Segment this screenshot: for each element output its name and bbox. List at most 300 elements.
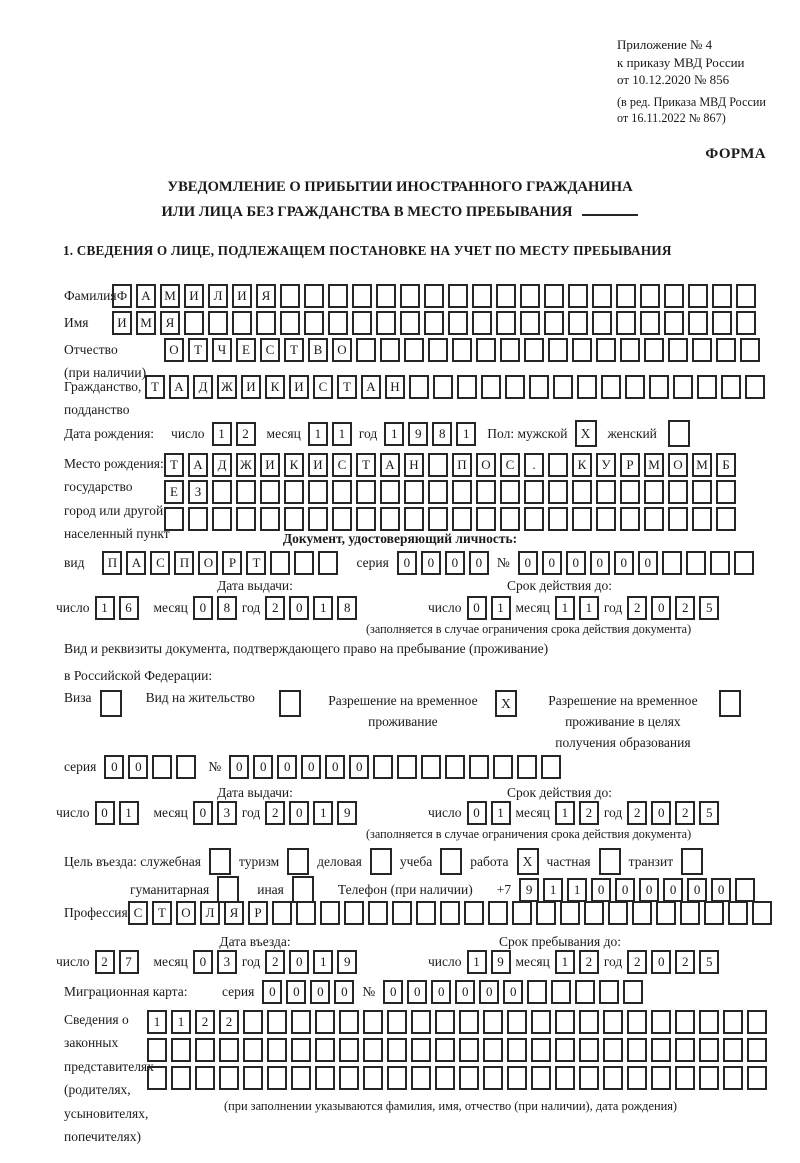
form-cell[interactable]: Т (337, 375, 357, 399)
form-cell[interactable]: С (313, 375, 333, 399)
form-cell[interactable] (553, 375, 573, 399)
form-cell[interactable]: Т (356, 453, 376, 477)
form-cell[interactable]: 1 (555, 801, 575, 825)
form-cell[interactable] (734, 551, 754, 575)
form-cell[interactable] (397, 755, 417, 779)
form-cell[interactable]: 0 (518, 551, 538, 575)
form-cell[interactable] (747, 1010, 767, 1034)
form-cell[interactable] (448, 311, 468, 335)
form-cell[interactable] (452, 507, 472, 531)
form-cell[interactable] (416, 901, 436, 925)
form-cell[interactable] (620, 507, 640, 531)
form-cell[interactable] (603, 1010, 623, 1034)
form-cell[interactable] (260, 480, 280, 504)
form-cell[interactable] (452, 338, 472, 362)
form-cell[interactable]: И (308, 453, 328, 477)
temp-residence-edu-checkbox[interactable] (719, 690, 741, 717)
form-cell[interactable] (304, 284, 324, 308)
form-cell[interactable] (308, 480, 328, 504)
form-cell[interactable] (664, 284, 684, 308)
form-cell[interactable] (675, 1038, 695, 1062)
form-cell[interactable] (712, 284, 732, 308)
work-checkbox[interactable]: X (517, 848, 539, 875)
form-cell[interactable] (380, 480, 400, 504)
form-cell[interactable] (232, 311, 252, 335)
form-cell[interactable] (373, 755, 393, 779)
form-cell[interactable] (668, 507, 688, 531)
form-cell[interactable]: 0 (614, 551, 634, 575)
form-cell[interactable] (536, 901, 556, 925)
form-cell[interactable]: 2 (579, 950, 599, 974)
form-cell[interactable]: 0 (301, 755, 321, 779)
form-cell[interactable]: 5 (699, 950, 719, 974)
form-cell[interactable]: 1 (308, 422, 328, 446)
form-cell[interactable]: 2 (675, 596, 695, 620)
form-cell[interactable]: И (289, 375, 309, 399)
form-cell[interactable] (651, 1066, 671, 1090)
form-cell[interactable] (409, 375, 429, 399)
form-cell[interactable]: О (198, 551, 218, 575)
form-cell[interactable] (736, 284, 756, 308)
form-cell[interactable]: 9 (337, 950, 357, 974)
form-cell[interactable] (267, 1066, 287, 1090)
transit-checkbox[interactable] (681, 848, 703, 875)
form-cell[interactable]: 0 (289, 950, 309, 974)
form-cell[interactable] (363, 1066, 383, 1090)
form-cell[interactable] (428, 480, 448, 504)
form-cell[interactable] (212, 480, 232, 504)
form-cell[interactable]: 0 (289, 596, 309, 620)
female-checkbox[interactable] (668, 420, 690, 447)
form-cell[interactable]: 0 (638, 551, 658, 575)
form-cell[interactable] (236, 480, 256, 504)
form-cell[interactable] (668, 338, 688, 362)
form-cell[interactable]: 0 (262, 980, 282, 1004)
form-cell[interactable]: 0 (104, 755, 124, 779)
form-cell[interactable]: 1 (555, 596, 575, 620)
form-cell[interactable]: 8 (432, 422, 452, 446)
form-cell[interactable]: 0 (407, 980, 427, 1004)
form-cell[interactable] (599, 980, 619, 1004)
form-cell[interactable]: О (332, 338, 352, 362)
form-cell[interactable] (524, 338, 544, 362)
form-cell[interactable]: 0 (566, 551, 586, 575)
form-cell[interactable] (483, 1038, 503, 1062)
form-cell[interactable] (464, 901, 484, 925)
form-cell[interactable] (267, 1010, 287, 1034)
form-cell[interactable]: 0 (95, 801, 115, 825)
form-cell[interactable] (541, 755, 561, 779)
form-cell[interactable] (603, 1066, 623, 1090)
form-cell[interactable]: 0 (397, 551, 417, 575)
form-cell[interactable] (692, 480, 712, 504)
form-cell[interactable] (603, 1038, 623, 1062)
form-cell[interactable] (435, 1010, 455, 1034)
form-cell[interactable] (699, 1038, 719, 1062)
form-cell[interactable] (568, 284, 588, 308)
form-cell[interactable] (308, 507, 328, 531)
form-cell[interactable] (632, 901, 652, 925)
form-cell[interactable] (699, 1066, 719, 1090)
form-cell[interactable] (376, 284, 396, 308)
form-cell[interactable]: А (126, 551, 146, 575)
form-cell[interactable]: Т (145, 375, 165, 399)
form-cell[interactable]: 2 (675, 950, 695, 974)
form-cell[interactable] (328, 311, 348, 335)
form-cell[interactable] (640, 311, 660, 335)
form-cell[interactable]: П (102, 551, 122, 575)
form-cell[interactable] (577, 375, 597, 399)
form-cell[interactable]: С (150, 551, 170, 575)
form-cell[interactable]: 0 (663, 878, 683, 902)
form-cell[interactable] (387, 1038, 407, 1062)
form-cell[interactable] (483, 1010, 503, 1034)
form-cell[interactable] (745, 375, 765, 399)
form-cell[interactable]: Т (188, 338, 208, 362)
form-cell[interactable]: 3 (217, 950, 237, 974)
form-cell[interactable] (411, 1038, 431, 1062)
form-cell[interactable]: З (188, 480, 208, 504)
form-cell[interactable]: 0 (383, 980, 403, 1004)
form-cell[interactable]: И (260, 453, 280, 477)
form-cell[interactable]: Р (620, 453, 640, 477)
form-cell[interactable] (424, 284, 444, 308)
form-cell[interactable] (236, 507, 256, 531)
form-cell[interactable] (284, 507, 304, 531)
form-cell[interactable] (716, 480, 736, 504)
form-cell[interactable]: У (596, 453, 616, 477)
form-cell[interactable] (356, 507, 376, 531)
form-cell[interactable]: К (265, 375, 285, 399)
form-cell[interactable]: 0 (687, 878, 707, 902)
form-cell[interactable] (747, 1066, 767, 1090)
form-cell[interactable]: Я (160, 311, 180, 335)
form-cell[interactable] (344, 901, 364, 925)
form-cell[interactable] (476, 480, 496, 504)
form-cell[interactable]: С (332, 453, 352, 477)
form-cell[interactable] (280, 311, 300, 335)
form-cell[interactable] (363, 1038, 383, 1062)
form-cell[interactable]: О (176, 901, 196, 925)
form-cell[interactable]: 1 (491, 596, 511, 620)
form-cell[interactable]: 0 (193, 596, 213, 620)
form-cell[interactable] (627, 1066, 647, 1090)
form-cell[interactable]: С (500, 453, 520, 477)
humanitarian-checkbox[interactable] (217, 876, 239, 903)
form-cell[interactable] (483, 1066, 503, 1090)
form-cell[interactable]: 0 (479, 980, 499, 1004)
form-cell[interactable] (291, 1038, 311, 1062)
form-cell[interactable] (411, 1010, 431, 1034)
form-cell[interactable] (380, 507, 400, 531)
form-cell[interactable]: Т (152, 901, 172, 925)
form-cell[interactable] (527, 980, 547, 1004)
form-cell[interactable] (400, 311, 420, 335)
form-cell[interactable] (435, 1038, 455, 1062)
form-cell[interactable] (548, 453, 568, 477)
form-cell[interactable] (579, 1038, 599, 1062)
form-cell[interactable] (664, 311, 684, 335)
form-cell[interactable]: И (112, 311, 132, 335)
form-cell[interactable] (260, 507, 280, 531)
form-cell[interactable] (601, 375, 621, 399)
form-cell[interactable] (579, 1066, 599, 1090)
form-cell[interactable]: 1 (467, 950, 487, 974)
form-cell[interactable]: 0 (651, 596, 671, 620)
form-cell[interactable] (555, 1010, 575, 1034)
form-cell[interactable] (548, 480, 568, 504)
form-cell[interactable]: 0 (128, 755, 148, 779)
form-cell[interactable] (428, 338, 448, 362)
form-cell[interactable] (387, 1066, 407, 1090)
form-cell[interactable]: 0 (711, 878, 731, 902)
form-cell[interactable]: А (136, 284, 156, 308)
form-cell[interactable]: 0 (325, 755, 345, 779)
form-cell[interactable]: 2 (627, 950, 647, 974)
form-cell[interactable] (507, 1010, 527, 1034)
form-cell[interactable]: 1 (95, 596, 115, 620)
form-cell[interactable]: 0 (651, 801, 671, 825)
form-cell[interactable] (147, 1038, 167, 1062)
form-cell[interactable]: 2 (265, 596, 285, 620)
form-cell[interactable] (459, 1038, 479, 1062)
form-cell[interactable] (284, 480, 304, 504)
form-cell[interactable]: 0 (455, 980, 475, 1004)
form-cell[interactable] (152, 755, 172, 779)
form-cell[interactable]: 2 (627, 801, 647, 825)
form-cell[interactable] (421, 755, 441, 779)
form-cell[interactable]: 1 (147, 1010, 167, 1034)
form-cell[interactable] (560, 901, 580, 925)
form-cell[interactable] (596, 480, 616, 504)
form-cell[interactable] (517, 755, 537, 779)
form-cell[interactable] (740, 338, 760, 362)
form-cell[interactable]: 3 (217, 801, 237, 825)
form-cell[interactable]: 9 (337, 801, 357, 825)
form-cell[interactable] (555, 1038, 575, 1062)
form-cell[interactable]: 0 (651, 950, 671, 974)
form-cell[interactable]: 1 (171, 1010, 191, 1034)
form-cell[interactable]: 8 (337, 596, 357, 620)
form-cell[interactable]: 9 (408, 422, 428, 446)
form-cell[interactable] (520, 284, 540, 308)
form-cell[interactable] (688, 284, 708, 308)
form-cell[interactable] (620, 480, 640, 504)
form-cell[interactable]: 0 (591, 878, 611, 902)
form-cell[interactable] (728, 901, 748, 925)
form-cell[interactable] (625, 375, 645, 399)
form-cell[interactable]: И (184, 284, 204, 308)
form-cell[interactable] (544, 311, 564, 335)
form-cell[interactable] (592, 284, 612, 308)
form-cell[interactable] (320, 901, 340, 925)
form-cell[interactable] (440, 901, 460, 925)
form-cell[interactable] (644, 480, 664, 504)
form-cell[interactable] (472, 284, 492, 308)
form-cell[interactable] (507, 1066, 527, 1090)
form-cell[interactable] (644, 507, 664, 531)
form-cell[interactable] (531, 1038, 551, 1062)
form-cell[interactable]: А (169, 375, 189, 399)
form-cell[interactable] (579, 1010, 599, 1034)
form-cell[interactable]: 2 (95, 950, 115, 974)
form-cell[interactable] (332, 507, 352, 531)
form-cell[interactable]: 9 (491, 950, 511, 974)
residence-permit-checkbox[interactable] (279, 690, 301, 717)
form-cell[interactable]: Д (193, 375, 213, 399)
form-cell[interactable]: Н (385, 375, 405, 399)
form-cell[interactable] (339, 1066, 359, 1090)
form-cell[interactable] (332, 480, 352, 504)
form-cell[interactable] (296, 901, 316, 925)
form-cell[interactable] (551, 980, 571, 1004)
form-cell[interactable]: И (232, 284, 252, 308)
form-cell[interactable]: 2 (627, 596, 647, 620)
form-cell[interactable]: 0 (193, 950, 213, 974)
form-cell[interactable] (481, 375, 501, 399)
form-cell[interactable] (404, 507, 424, 531)
form-cell[interactable] (496, 311, 516, 335)
form-cell[interactable]: 1 (332, 422, 352, 446)
form-cell[interactable] (315, 1038, 335, 1062)
form-cell[interactable] (272, 901, 292, 925)
form-cell[interactable] (692, 507, 712, 531)
form-cell[interactable]: 1 (543, 878, 563, 902)
form-cell[interactable] (668, 480, 688, 504)
form-cell[interactable] (721, 375, 741, 399)
form-cell[interactable] (304, 311, 324, 335)
form-cell[interactable]: Д (212, 453, 232, 477)
form-cell[interactable] (627, 1038, 647, 1062)
form-cell[interactable] (445, 755, 465, 779)
form-cell[interactable] (697, 375, 717, 399)
form-cell[interactable]: А (361, 375, 381, 399)
form-cell[interactable] (352, 284, 372, 308)
form-cell[interactable]: П (452, 453, 472, 477)
private-checkbox[interactable] (599, 848, 621, 875)
form-cell[interactable]: . (524, 453, 544, 477)
form-cell[interactable] (392, 901, 412, 925)
form-cell[interactable] (747, 1038, 767, 1062)
form-cell[interactable] (328, 284, 348, 308)
form-cell[interactable] (651, 1038, 671, 1062)
form-cell[interactable] (651, 1010, 671, 1034)
form-cell[interactable] (294, 551, 314, 575)
form-cell[interactable]: 0 (639, 878, 659, 902)
form-cell[interactable] (496, 284, 516, 308)
form-cell[interactable] (531, 1010, 551, 1034)
form-cell[interactable] (243, 1066, 263, 1090)
form-cell[interactable] (531, 1066, 551, 1090)
form-cell[interactable] (176, 755, 196, 779)
form-cell[interactable] (400, 284, 420, 308)
form-cell[interactable]: Е (236, 338, 256, 362)
form-cell[interactable]: 0 (193, 801, 213, 825)
form-cell[interactable]: 0 (615, 878, 635, 902)
form-cell[interactable] (291, 1066, 311, 1090)
form-cell[interactable]: 1 (119, 801, 139, 825)
form-cell[interactable]: Т (246, 551, 266, 575)
temp-residence-checkbox[interactable]: X (495, 690, 517, 717)
form-cell[interactable] (736, 311, 756, 335)
form-cell[interactable]: 5 (699, 596, 719, 620)
form-cell[interactable] (555, 1066, 575, 1090)
form-cell[interactable] (616, 284, 636, 308)
form-cell[interactable]: 1 (567, 878, 587, 902)
form-cell[interactable]: М (692, 453, 712, 477)
form-cell[interactable]: 0 (467, 801, 487, 825)
form-cell[interactable] (608, 901, 628, 925)
form-cell[interactable] (267, 1038, 287, 1062)
business-checkbox[interactable] (370, 848, 392, 875)
form-cell[interactable] (675, 1066, 695, 1090)
visa-checkbox[interactable] (100, 690, 122, 717)
form-cell[interactable] (459, 1066, 479, 1090)
form-cell[interactable]: 1 (212, 422, 232, 446)
form-cell[interactable]: 5 (699, 801, 719, 825)
form-cell[interactable] (339, 1038, 359, 1062)
form-cell[interactable] (640, 284, 660, 308)
form-cell[interactable] (435, 1066, 455, 1090)
form-cell[interactable]: 8 (217, 596, 237, 620)
form-cell[interactable] (544, 284, 564, 308)
form-cell[interactable]: 1 (313, 596, 333, 620)
form-cell[interactable] (644, 338, 664, 362)
form-cell[interactable]: 1 (491, 801, 511, 825)
form-cell[interactable] (476, 338, 496, 362)
form-cell[interactable] (723, 1038, 743, 1062)
form-cell[interactable] (710, 551, 730, 575)
form-cell[interactable]: Я (256, 284, 276, 308)
form-cell[interactable] (500, 480, 520, 504)
form-cell[interactable] (688, 311, 708, 335)
form-cell[interactable]: 0 (229, 755, 249, 779)
form-cell[interactable] (524, 480, 544, 504)
form-cell[interactable]: 0 (349, 755, 369, 779)
form-cell[interactable] (572, 480, 592, 504)
form-cell[interactable] (673, 375, 693, 399)
form-cell[interactable]: 0 (286, 980, 306, 1004)
form-cell[interactable]: А (188, 453, 208, 477)
form-cell[interactable] (529, 375, 549, 399)
form-cell[interactable]: И (241, 375, 261, 399)
form-cell[interactable] (627, 1010, 647, 1034)
form-cell[interactable]: М (136, 311, 156, 335)
form-cell[interactable]: 2 (265, 801, 285, 825)
form-cell[interactable] (520, 311, 540, 335)
tourism-checkbox[interactable] (287, 848, 309, 875)
form-cell[interactable] (164, 507, 184, 531)
form-cell[interactable] (575, 980, 595, 1004)
form-cell[interactable]: Л (200, 901, 220, 925)
form-cell[interactable] (500, 507, 520, 531)
form-cell[interactable] (428, 453, 448, 477)
form-cell[interactable] (356, 480, 376, 504)
form-cell[interactable] (596, 507, 616, 531)
other-checkbox[interactable] (292, 876, 314, 903)
form-cell[interactable] (188, 507, 208, 531)
form-cell[interactable] (488, 901, 508, 925)
form-cell[interactable] (493, 755, 513, 779)
form-cell[interactable]: 9 (519, 878, 539, 902)
form-cell[interactable]: М (644, 453, 664, 477)
form-cell[interactable]: 0 (431, 980, 451, 1004)
form-cell[interactable]: 0 (590, 551, 610, 575)
form-cell[interactable]: Е (164, 480, 184, 504)
form-cell[interactable]: Л (208, 284, 228, 308)
form-cell[interactable] (270, 551, 290, 575)
form-cell[interactable] (315, 1066, 335, 1090)
